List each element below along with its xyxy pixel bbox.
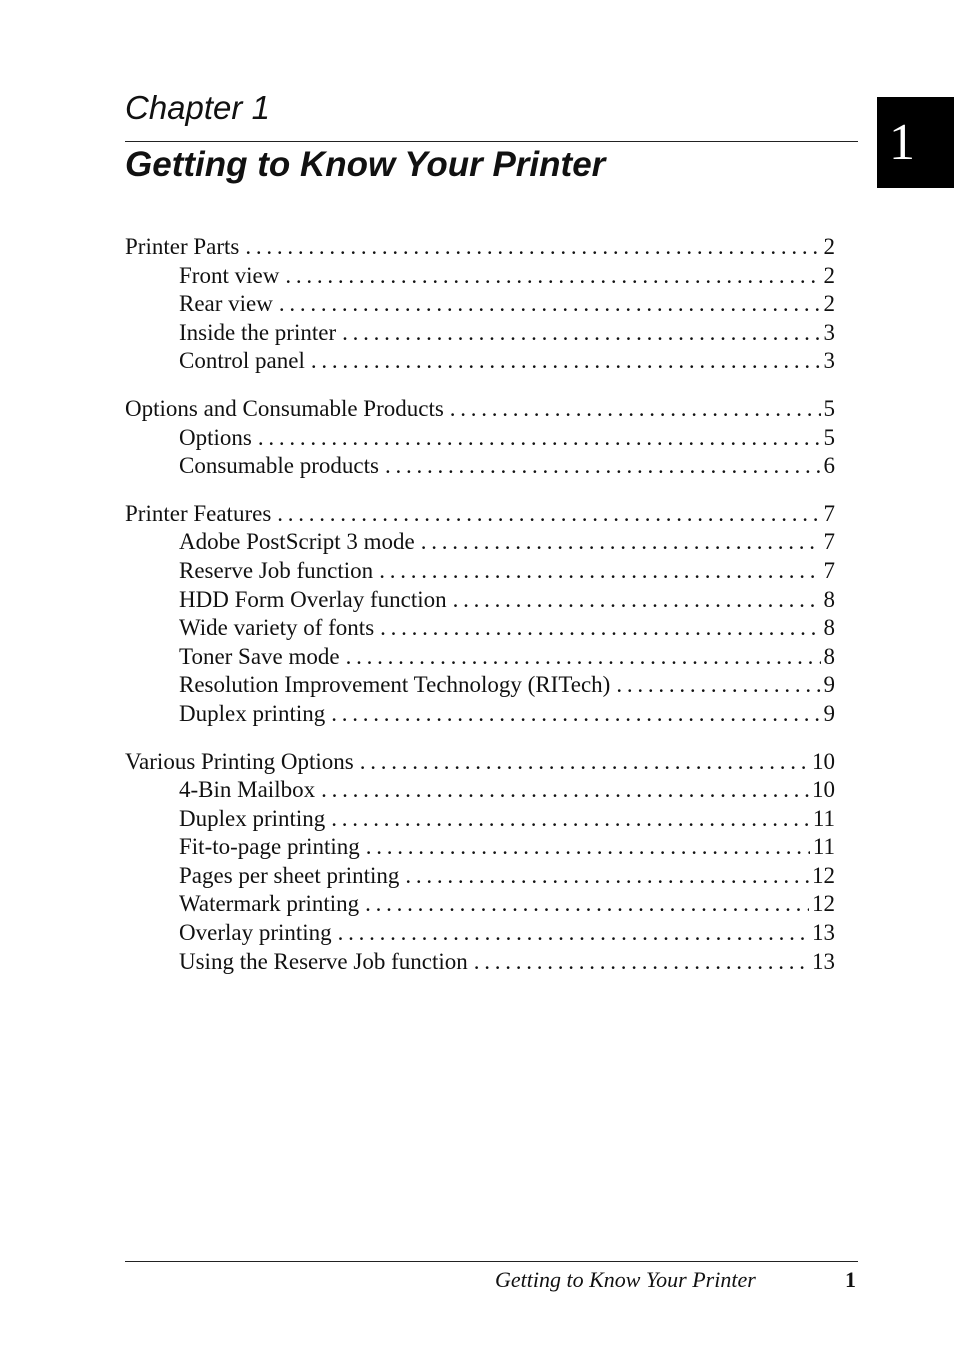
toc-subentry[interactable] <box>125 290 835 319</box>
toc-subentry[interactable] <box>125 424 835 453</box>
toc-subentry[interactable] <box>125 586 835 615</box>
toc-page-number: 7 <box>823 557 835 583</box>
toc-page-number: 3 <box>823 348 835 374</box>
toc-section <box>125 748 835 977</box>
toc-entry-title: Options <box>179 424 252 450</box>
toc-entry-title: Wide variety of fonts <box>179 615 375 641</box>
toc-entry-title: Resolution Improvement Technology (RITech) <box>179 672 611 698</box>
toc-page-number: 12 <box>812 862 835 888</box>
dot-leader <box>346 643 821 672</box>
footer-running-title: Getting to Know Your Printer <box>495 1267 756 1292</box>
toc-subentry[interactable] <box>125 862 835 891</box>
toc-subentry[interactable] <box>125 528 835 557</box>
toc-subentry[interactable] <box>125 319 835 348</box>
toc-subentry[interactable] <box>125 557 835 586</box>
toc-subentry[interactable] <box>125 614 835 643</box>
toc-page-number: 2 <box>823 262 835 288</box>
toc-entry-title: Toner Save mode <box>179 643 340 669</box>
dot-leader <box>385 452 821 481</box>
toc-entry-title: Pages per sheet printing <box>179 862 400 888</box>
toc-page-number: 8 <box>823 586 835 612</box>
toc-entry-title: 4-Bin Mailbox <box>179 777 316 803</box>
footer-page-number: 1 <box>845 1267 856 1292</box>
dot-leader <box>450 395 821 424</box>
toc-page-number: 9 <box>823 700 835 726</box>
toc-entry-title: Reserve Job function <box>179 557 374 583</box>
chapter-title: Getting to Know Your Printer <box>125 145 606 184</box>
toc-subentry[interactable] <box>125 890 835 919</box>
toc-entry-title: Control panel <box>179 348 305 374</box>
chapter-thumb-tab: 1 <box>877 97 954 188</box>
toc-entry-title: Rear view <box>179 291 273 317</box>
toc-section-heading[interactable] <box>125 500 835 529</box>
dot-leader <box>279 290 821 319</box>
toc-entry-title: Adobe PostScript 3 mode <box>179 529 415 555</box>
dot-leader <box>342 319 820 348</box>
dot-leader <box>245 233 820 262</box>
toc-page-number: 9 <box>823 672 835 698</box>
toc-subentry[interactable] <box>125 643 835 672</box>
toc-page-number: 5 <box>823 395 835 421</box>
toc-page-number: 7 <box>823 529 835 555</box>
toc-entry-title: Front view <box>179 262 280 288</box>
dot-leader <box>311 347 821 376</box>
toc-subentry[interactable] <box>125 262 835 291</box>
toc-entry-title: Duplex printing <box>179 805 326 831</box>
dot-leader <box>380 614 820 643</box>
dot-leader <box>366 833 810 862</box>
dot-leader <box>338 919 809 948</box>
dot-leader <box>421 528 821 557</box>
toc-page-number: 10 <box>812 777 835 803</box>
dot-leader <box>453 586 821 615</box>
toc-page-number: 8 <box>823 643 835 669</box>
toc-entry-title: Inside the printer <box>179 319 337 345</box>
toc-page-number: 6 <box>823 453 835 479</box>
footer-rule <box>125 1261 858 1262</box>
toc-page-number: 12 <box>812 891 835 917</box>
toc-page-number: 7 <box>823 500 835 526</box>
dot-leader <box>277 500 820 529</box>
toc-section-heading[interactable] <box>125 748 835 777</box>
toc-subentry[interactable] <box>125 776 835 805</box>
dot-leader <box>360 748 809 777</box>
dot-leader <box>331 700 820 729</box>
toc-page-number: 13 <box>812 948 835 974</box>
toc-entry-title: Various Printing Options <box>125 748 354 774</box>
toc-page-number: 2 <box>823 291 835 317</box>
toc-page-number: 3 <box>823 319 835 345</box>
toc-entry-title: Printer Features <box>125 500 272 526</box>
toc-section-heading[interactable] <box>125 395 835 424</box>
chapter-label: Chapter 1 <box>125 89 270 126</box>
dot-leader <box>379 557 820 586</box>
toc-entry-title: Options and Consumable Products <box>125 395 444 421</box>
dot-leader <box>365 890 809 919</box>
dot-leader <box>258 424 821 453</box>
dot-leader <box>285 262 820 291</box>
title-rule <box>125 141 858 142</box>
toc-page-number: 11 <box>812 834 835 860</box>
dot-leader <box>405 862 809 891</box>
toc-subentry[interactable] <box>125 833 835 862</box>
toc-page-number: 2 <box>823 234 835 259</box>
toc-page-number: 13 <box>812 920 835 946</box>
dot-leader <box>474 948 809 977</box>
toc-subentry[interactable] <box>125 671 835 700</box>
toc-section <box>125 395 835 481</box>
toc-section <box>125 233 835 376</box>
toc-entry-title: Consumable products <box>179 453 379 479</box>
toc-subentry[interactable] <box>125 805 835 834</box>
toc-subentry[interactable] <box>125 948 835 977</box>
toc-subentry[interactable] <box>125 919 835 948</box>
toc-entry-title: Printer Parts <box>125 234 240 259</box>
toc-section-heading[interactable] <box>125 233 835 262</box>
toc-page-number: 10 <box>812 748 835 774</box>
toc-subentry[interactable] <box>125 700 835 729</box>
dot-leader <box>616 671 820 700</box>
toc-entry-title: Using the Reserve Job function <box>179 948 468 974</box>
toc-page-number: 8 <box>823 615 835 641</box>
toc-entry-title: Duplex printing <box>179 700 326 726</box>
toc-entry-title: Watermark printing <box>179 891 360 917</box>
toc-section <box>125 500 835 729</box>
toc-entry-title: HDD Form Overlay function <box>179 586 447 612</box>
toc-entry-title: Fit-to-page printing <box>179 834 360 860</box>
toc-entry-title: Overlay printing <box>179 920 332 946</box>
toc-subentry[interactable] <box>125 452 835 481</box>
dot-leader <box>331 805 810 834</box>
toc-page-number: 11 <box>812 805 835 831</box>
toc-subentry[interactable] <box>125 347 835 376</box>
table-of-contents <box>125 233 835 995</box>
dot-leader <box>321 776 809 805</box>
toc-page-number: 5 <box>823 424 835 450</box>
